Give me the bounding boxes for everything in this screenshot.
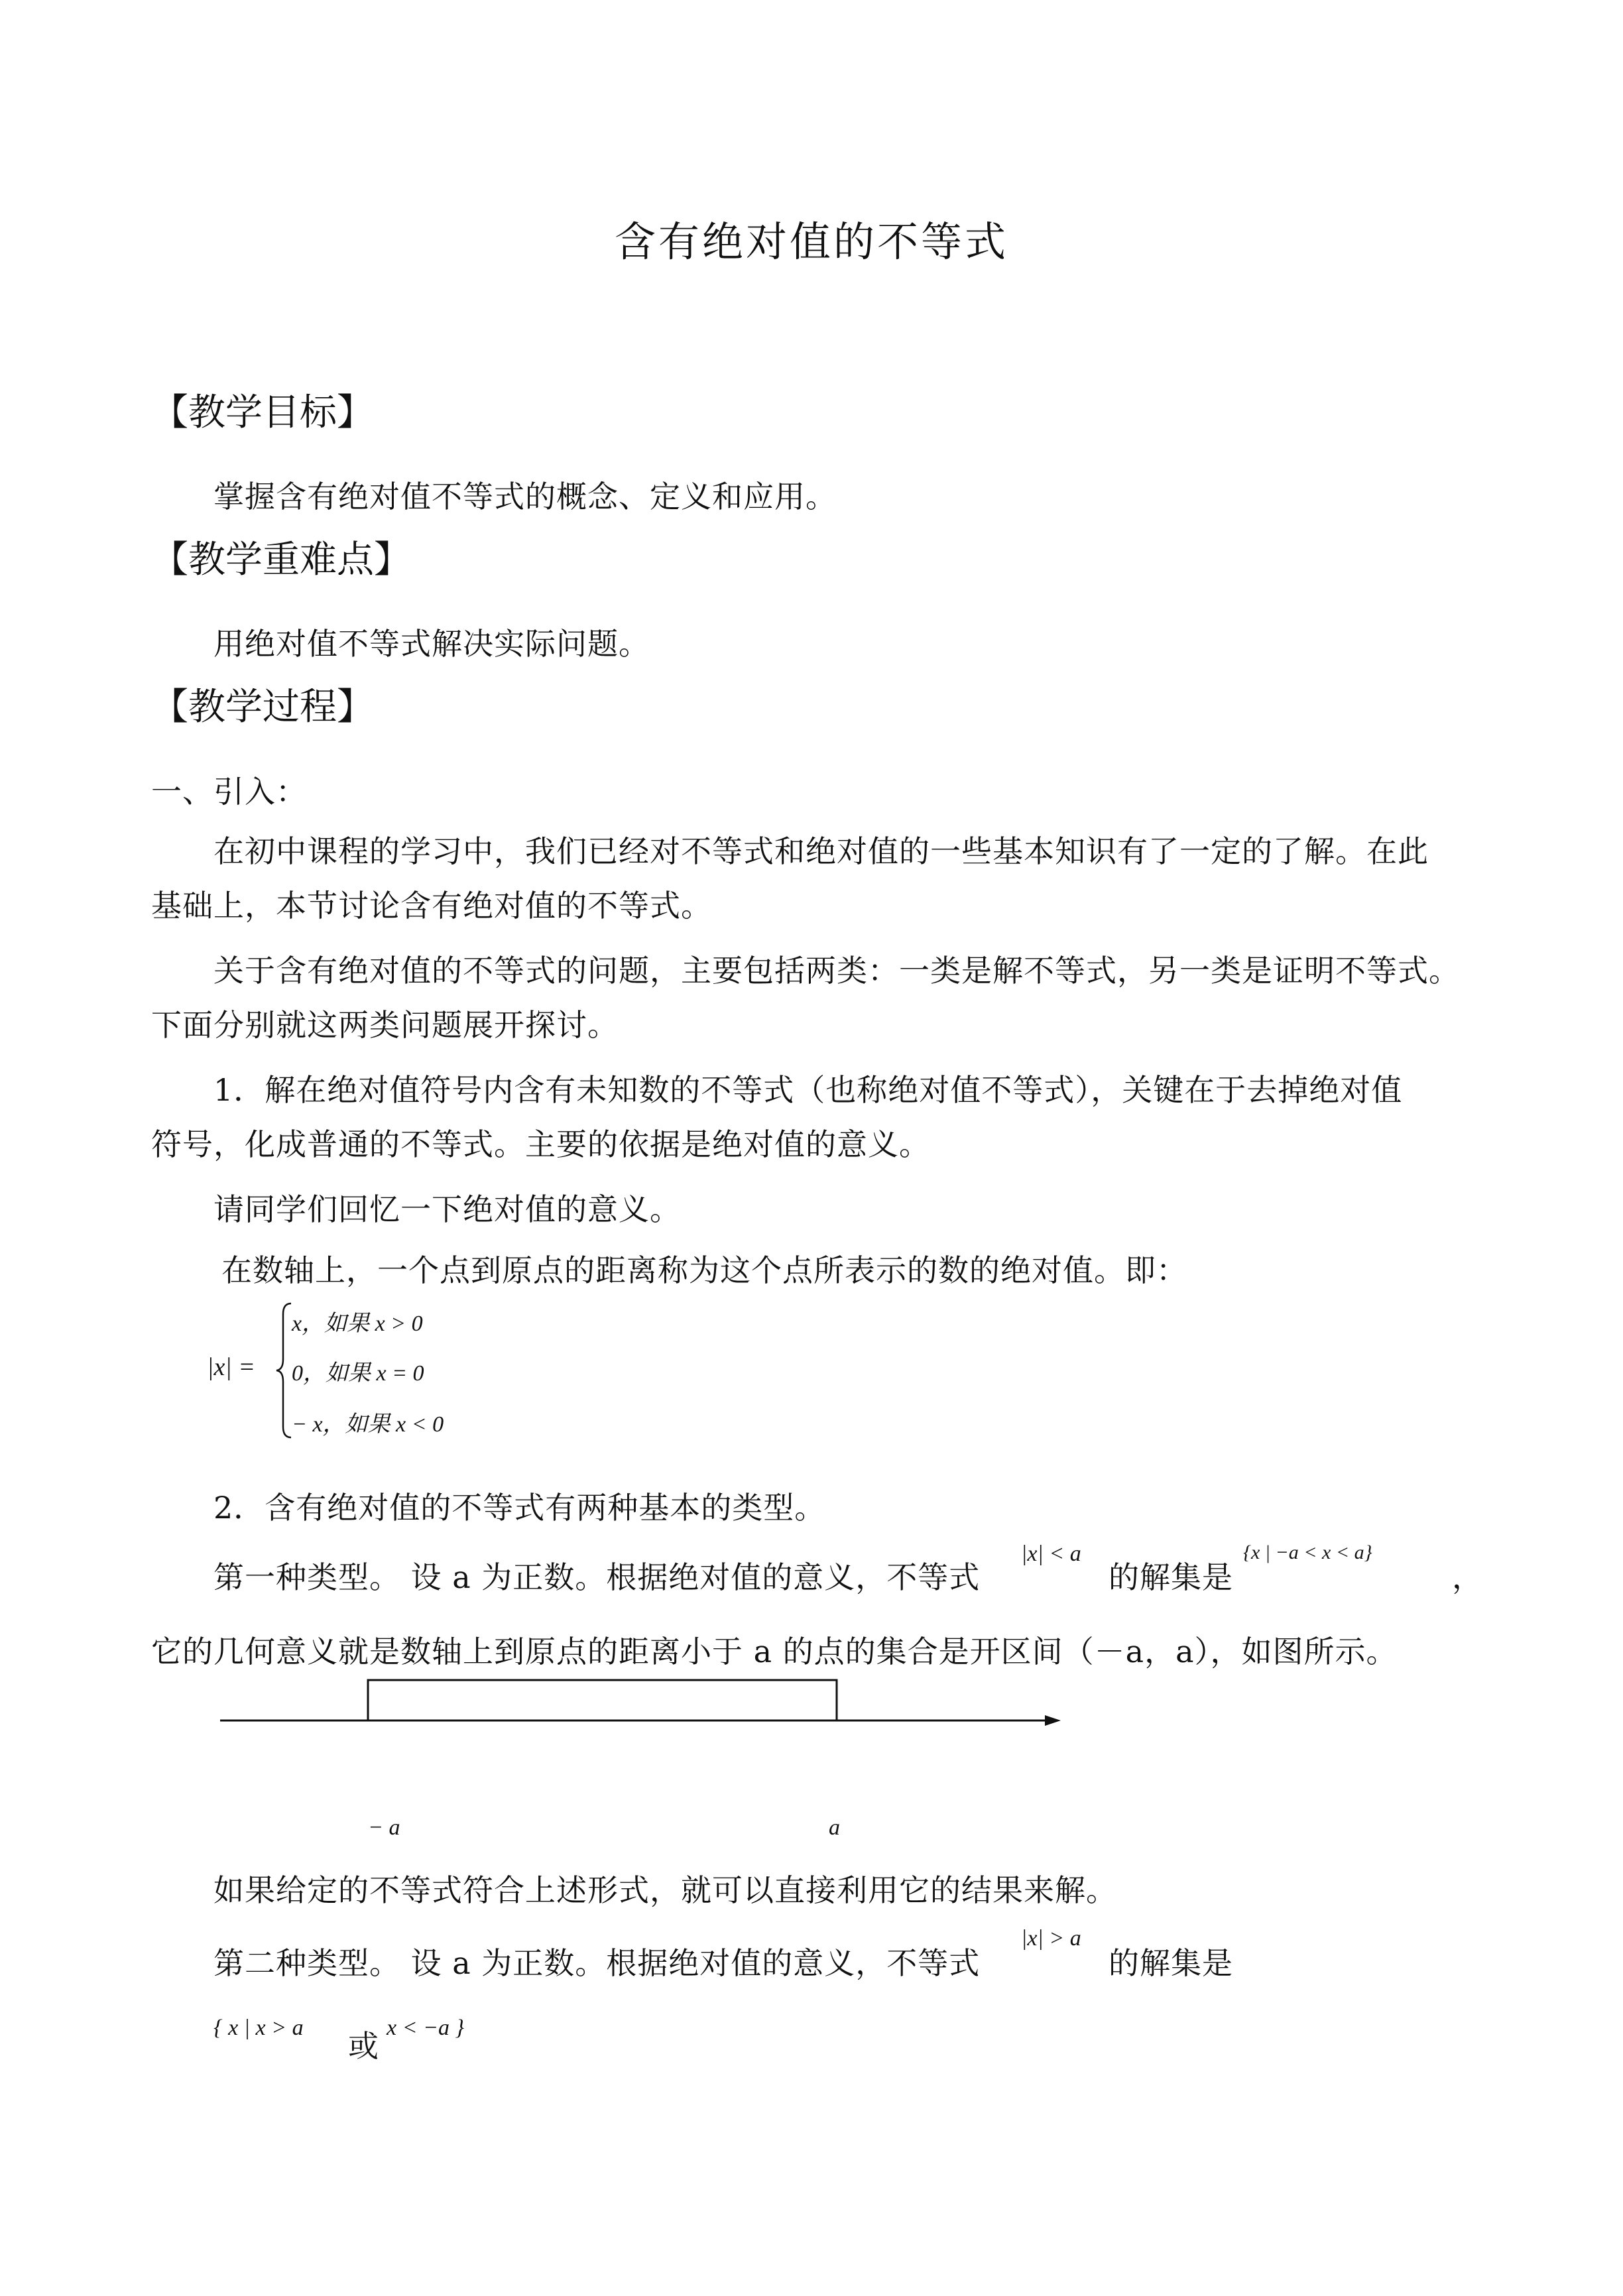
type1-tail: ， — [1452, 1559, 1483, 1595]
type1-solution-set: {x | −a < x < a} — [1243, 1541, 1372, 1563]
type1-prefix: 第一种类型。 设 a 为正数。根据绝对值的意义，不等式 — [213, 1559, 981, 1595]
piecewise-case-1: x，如果 x > 0 — [292, 1311, 423, 1336]
paragraph-7: 如果给定的不等式符合上述形式，就可以直接利用它的结果来解。 — [213, 1872, 1117, 1908]
intro-paragraph-3-line-2: 符号，化成普通的不等式。主要的依据是绝对值的意义。 — [151, 1126, 930, 1162]
axis-label-neg-a: − a — [368, 1815, 400, 1840]
goals-text: 掌握含有绝对值不等式的概念、定义和应用。 — [213, 479, 837, 514]
intro-paragraph-3-line-1: 1．解在绝对值符号内含有未知数的不等式（也称绝对值不等式），关键在于去掉绝对值 — [213, 1072, 1403, 1108]
piecewise-lhs: |x| = — [207, 1353, 255, 1381]
keypoints-text: 用绝对值不等式解决实际问题。 — [213, 626, 650, 662]
type2-set-part-b: x < −a } — [387, 2016, 465, 2040]
arrow-icon — [1045, 1715, 1061, 1726]
types-paragraph: 2．含有绝对值的不等式有两种基本的类型。 — [213, 1490, 826, 1526]
type2-set-part-a: { x | x > a — [213, 2016, 304, 2040]
type2-inequality: |x| > a — [1021, 1926, 1081, 1951]
axis-label-a: a — [829, 1815, 840, 1840]
intro-paragraph-2-line-1: 关于含有绝对值的不等式的问题，主要包括两类：一类是解不等式，另一类是证明不等式。 — [213, 953, 1460, 989]
piecewise-case-2: 0，如果 x = 0 — [292, 1361, 424, 1386]
page-title: 含有绝对值的不等式 — [614, 217, 1008, 266]
section-heading-keypoints: 【教学重难点】 — [151, 538, 411, 581]
section-heading-process: 【教学过程】 — [151, 686, 374, 729]
interval-box — [368, 1680, 837, 1721]
section-heading-goals: 【教学目标】 — [151, 391, 374, 434]
intro-paragraph-1-line-2: 基础上，本节讨论含有绝对值的不等式。 — [151, 888, 712, 924]
type1-inequality: |x| < a — [1021, 1541, 1081, 1566]
intro-label: 一、引入： — [151, 774, 307, 810]
type2-prefix: 第二种类型。 设 a 为正数。根据绝对值的意义，不等式 — [213, 1945, 981, 1981]
intro-paragraph-2-line-2: 下面分别就这两类问题展开探讨。 — [151, 1007, 619, 1043]
type2-mid: 的解集是 — [1109, 1945, 1233, 1981]
type1-mid: 的解集是 — [1109, 1559, 1233, 1595]
type1-line-2: 它的几何意义就是数轴上到原点的距离小于 a 的点的集合是开区间（－a，a），如图所示。 — [151, 1634, 1398, 1669]
piecewise-case-3: − x，如果 x < 0 — [292, 1412, 444, 1437]
intro-paragraph-4: 请同学们回忆一下绝对值的意义。 — [213, 1191, 681, 1227]
type2-set-or: 或 — [348, 2028, 379, 2064]
intro-paragraph-1-line-1: 在初中课程的学习中，我们已经对不等式和绝对值的一些基本知识有了一定的了解。在此 — [213, 833, 1429, 869]
intro-paragraph-5: 在数轴上，一个点到原点的距离称为这个点所表示的数的绝对值。即： — [221, 1252, 1187, 1288]
